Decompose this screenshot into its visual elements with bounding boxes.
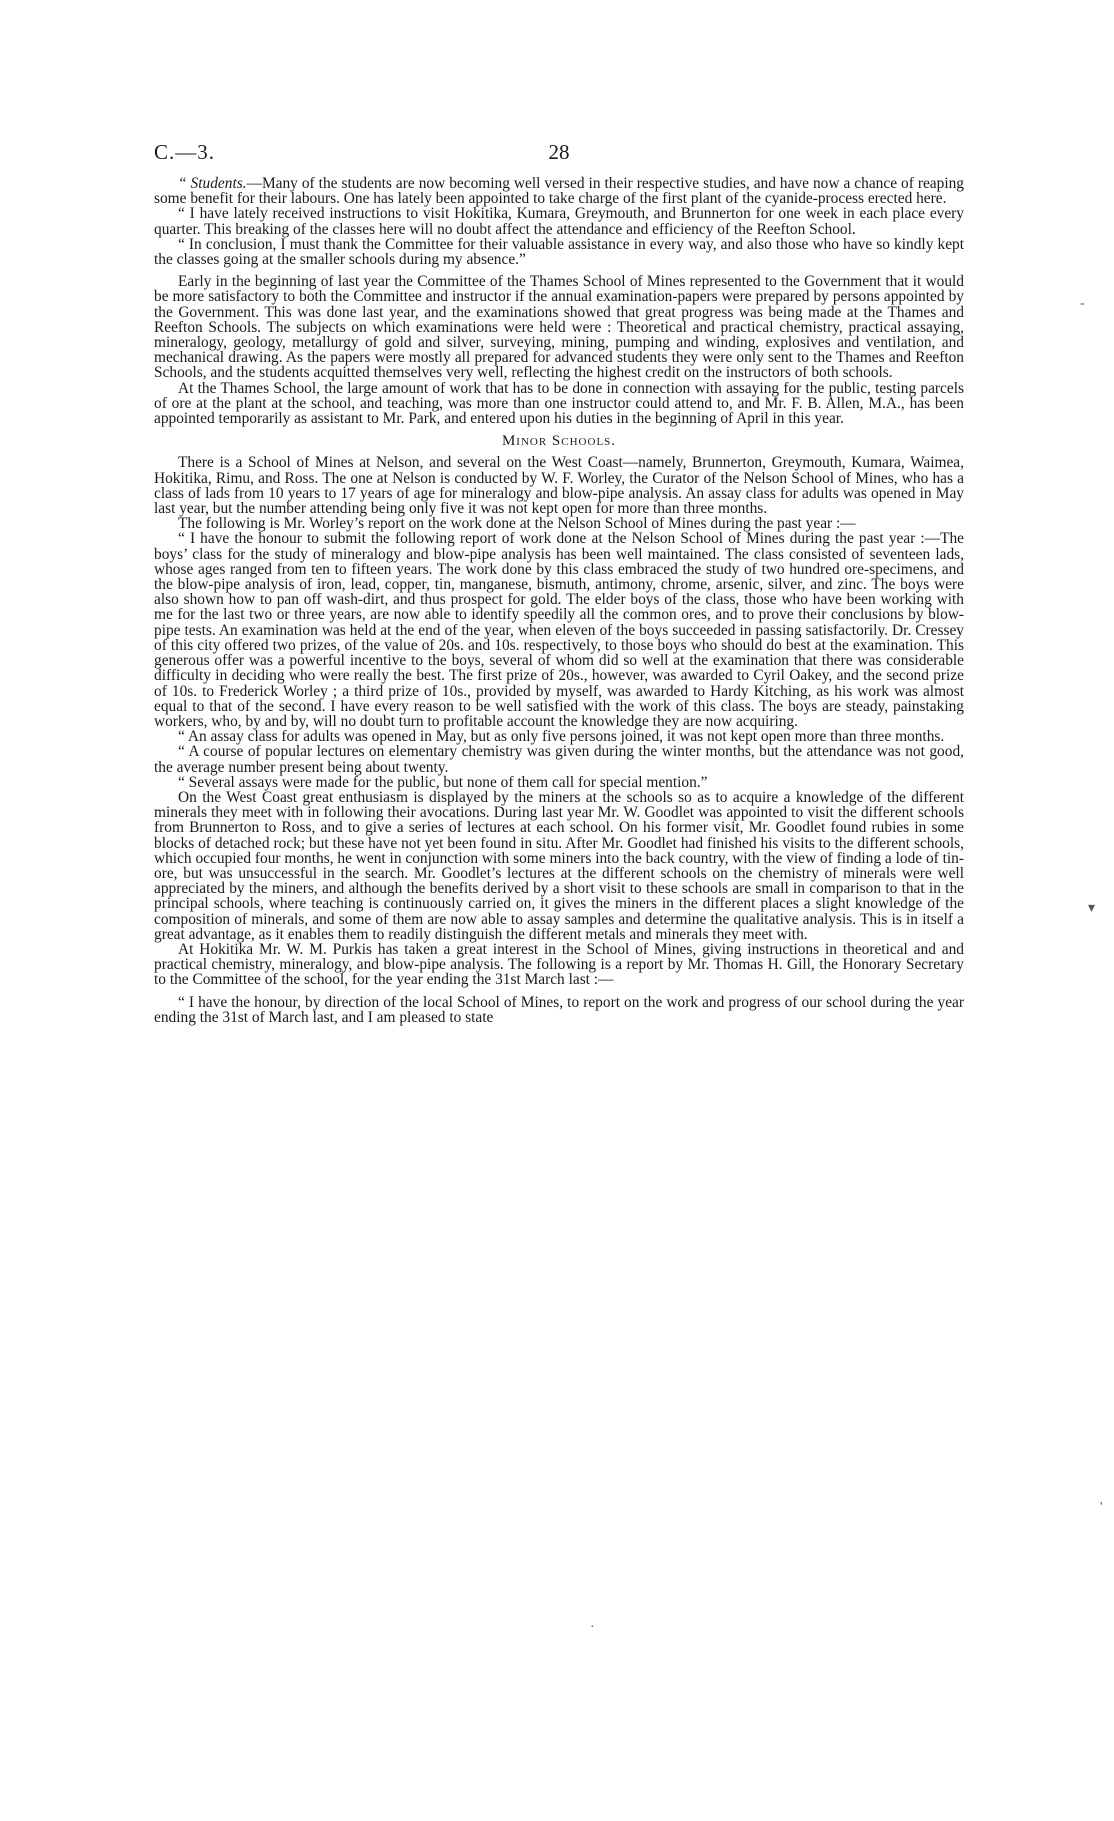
document-reference: C.—3. [154, 140, 216, 164]
paragraph: At the Thames School, the large amount of work that has to be done in connection with assaying for the public, testing parcels of ore at the plant at the school, and teaching, was more than one instructor could attend to, and Mr. F. B. Allen, M.A., has been appointed temporarily as assistant to Mr. Park, and entered upon his duties in the beginning of April in this year. [154, 379, 964, 428]
paragraph: “ I have the honour to submit the following report of work done at the Nelson School of Mines during the past year :—The boys’ class for the study of mineralogy and blow-pipe analysis has been well maintained. The class consisted of seventeen lads, whose ages ranged from ten to fifteen years. The work done by this class embraced the study of two hundred ore-specimens, and the blow-pipe analysis of iron, lead, copper, tin, manganese, bismuth, antimony, chrome, arsenic, silver, and zinc. The boys were also shown how to pan off wash-dirt, and thus prospect for gold. The elder boys of the class, those who have been working with me for the last two or three years, are now able to identify speedily all the common ores, and to prove their conclusions by blow-pipe tests. An examination was held at the end of the year, when eleven of the boys succeeded in passing satisfactorily. Dr. Cressey of this city offered two prizes, of the value of 20s. and 10s. respectively, to those boys who should do best at the examination. This generous offer was a powerful incentive to the boys, several of whom did so well at the examination that there was considerable difficulty in deciding who were really the best. The first prize of 20s., however, was awarded to Cyril Oakey, and the second prize of 10s. to Frederick Worley ; a third prize of 10s., provided by myself, was awarded to Hardy Kitching, as his work was almost equal to that of the second. I have every reason to be well satisfied with the work of this class. The boys are steady, painstaking workers, who, by and by, will no doubt turn to profitable account the knowledge they are now acquiring. [154, 530, 964, 730]
section-heading: Minor Schools. [501, 433, 617, 450]
paragraph: There is a School of Mines at Nelson, and several on the West Coast—namely, Brunnerton, Greymouth, Kumara, Waimea, Hokitika, Rimu, and Ross. The one at Nelson is conducted by W. F. Worley, the Curator of the Nelson School of Mines, who has a class of lads from 10 years to 17 years of age for mineralogy and blow-pipe analysis. An assay class for adults was opened in May last year, but the number attending being only five it was not kept open for more than three months. [154, 454, 964, 518]
margin-mark: ' [1100, 1500, 1103, 1515]
page-header [154, 140, 964, 176]
paragraph: “ Students.—Many of the students are now becoming well versed in their respective studies, and have now a chance of reaping some benefit for their labours. One has lately been appointed to take charge of the first plant of the cyanide-process erected here. [154, 175, 964, 208]
paragraph: “ I have the honour, by direction of the local School of Mines, to report on the work and progress of our school during the year ending the 31st of March last, and I am pleased to state [154, 993, 964, 1026]
paragraph: “ Several assays were made for the public, but none of them call for special mention.” [178, 773, 708, 791]
paragraph: “ A course of popular lectures on elementary chemistry was given during the winter months, but the attendance was not good, the average number present being about twenty. [154, 743, 964, 776]
students-lead: “ Students. [178, 175, 247, 192]
margin-mark: · [590, 1620, 595, 1635]
paragraph: “ In conclusion, I must thank the Committee for their valuable assistance in every way, and also those who have so kindly kept the classes going at the smaller schools during my absence.” [154, 235, 964, 269]
margin-mark: - [1080, 296, 1085, 311]
paragraph: At Hokitika Mr. W. M. Purkis has taken a great interest in the School of Mines, giving instructions in theoretical and and practical chemistry, mineralogy, and blow-pipe analysis. The following is a report by Mr. Thomas H. Gill, the Honorary Secretary to the Committee of the school, for the year ending the 31st March last :— [154, 940, 964, 989]
paragraph: The following is Mr. Worley’s report on the work done at the Nelson School of Mines during the past year :— [178, 515, 856, 533]
document-page [154, 140, 964, 1025]
paragraph: Early in the beginning of last year the Committee of the Thames School of Mines represented to the Government that it would be more satisfactory to both the Committee and instructor if the annual examination-papers were prepared by persons appointed by the Government. This was done last year, and the examinations showed that great progress was being made at the Thames and Reefton Schools. The subjects on which examinations were held were : Theoretical and practical chemistry, practical assaying, mineralogy, geology, metallurgy of gold and silver, surveying, mining, pumping and winding, explosives and ventilation, and mechanical drawing. As the papers were mostly all prepared for advanced students they were only sent to the Thames and Reefton Schools, and the students acquitted themselves very well, reflecting the highest credit on the instructors of both schools. [154, 273, 964, 382]
body-text [154, 176, 964, 1025]
paragraph: On the West Coast great enthusiasm is displayed by the miners at the schools so as to acquire a knowledge of the different minerals they meet with in following their avocations. During last year Mr. W. Goodlet was appointed to visit the different schools from Brunnerton to Ross, and to give a series of lectures at each school. On his former visit, Mr. Goodlet found rubies in some blocks of detached rock; but these have not yet been found in situ. After Mr. Goodlet had finished his visits to the different schools, which occupied four months, he went in conjunction with some miners into the back country, with the view of finding a lode of tin-ore, but was unsuccessful in the search. Mr. Goodlet’s lectures at the different schools on the chemistry of minerals were well appreciated by the miners, and although the benefits derived by a short visit to these schools are small in comparison to that in the principal schools, where teaching is continuously carried on, it gives the miners in the different places a slight knowledge of the composition of minerals, and some of them are now able to assay samples and determine the qualitative analysis. This is in itself a great advantage, as it enables them to readily distinguish the different metals and minerals they meet with. [154, 788, 964, 943]
page-number: 28 [548, 140, 570, 164]
paragraph: “ An assay class for adults was opened in May, but as only five persons joined, it was not kept open more than three months. [178, 728, 945, 746]
paragraph: “ I have lately received instructions to visit Hokitika, Kumara, Greymouth, and Brunnerton for one week in each place every quarter. This breaking of the classes here will no doubt affect the attendance and efficiency of the Reefton School. [154, 205, 964, 238]
margin-mark: ▾ [1088, 901, 1096, 916]
